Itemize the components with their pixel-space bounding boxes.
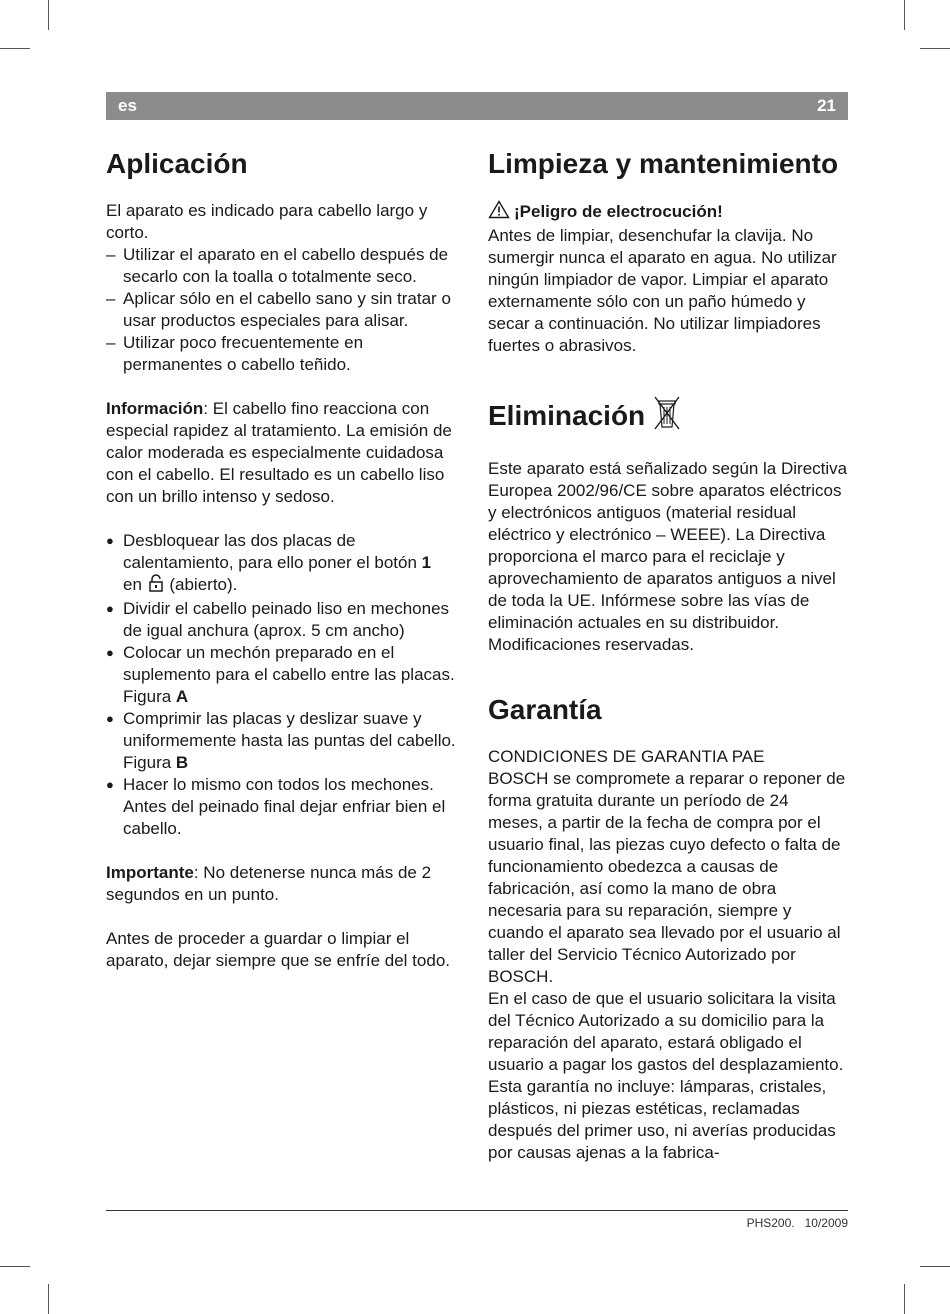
info-paragraph bbox=[106, 398, 466, 508]
cleaning-text: Antes de limpiar, desenchufar la clavija. No sumergir nunca el aparato en agua. No utilizar ningún limpiador de vapor. Limpiar el aparato externamente sólo con un paño húmedo y secar a continuación. No utilizar limpiadores fuertes o abrasivos. bbox=[488, 226, 837, 355]
section-title-disposal bbox=[488, 395, 848, 438]
section-title-cleaning: Limpieza y mantenimiento bbox=[488, 148, 839, 179]
right-column bbox=[488, 140, 848, 1164]
important-text: : No detenerse nunca más de 2 segundos en un punto. bbox=[106, 863, 432, 904]
model-number: PHS200. bbox=[746, 1216, 795, 1230]
closing-paragraph: Antes de proceder a guardar o limpiar el aparato, dejar siempre que se enfríe del todo. bbox=[106, 929, 450, 970]
section-title-warranty: Garantía bbox=[488, 694, 602, 725]
intro-text: El aparato es indicado para cabello largo y corto. bbox=[106, 201, 428, 242]
section-title-application: Aplicación bbox=[106, 148, 248, 179]
modifications-note: Modificaciones reservadas. bbox=[488, 635, 694, 654]
page-number: 21 bbox=[817, 96, 836, 115]
danger-text: ¡Peligro de electrocución! bbox=[514, 202, 723, 221]
crop-mark bbox=[48, 1284, 49, 1314]
list-item bbox=[106, 530, 466, 598]
list-item: – Utilizar el aparato en el cabello después de secarlo con la toalla o totalmente seco. bbox=[106, 244, 466, 288]
warranty-paragraph: Esta garantía no incluye: lámparas, cristales, plásticos, ni piezas estéticas, reclamadas después del primer uso, ni averías producidas por causas ajenas a la fabrica- bbox=[488, 1077, 836, 1162]
figure-ref: A bbox=[175, 687, 189, 706]
important-label: Importante bbox=[106, 863, 194, 882]
figure-ref: B bbox=[175, 753, 189, 772]
crop-mark bbox=[0, 1266, 30, 1267]
crop-mark bbox=[48, 0, 49, 30]
left-column bbox=[106, 140, 466, 972]
crop-mark bbox=[904, 0, 905, 30]
list-item bbox=[106, 642, 466, 708]
important-paragraph bbox=[106, 862, 466, 906]
edition-date: 10/2009 bbox=[804, 1216, 848, 1230]
crop-mark bbox=[0, 48, 30, 49]
page-footer bbox=[737, 1216, 848, 1230]
language-code: es bbox=[118, 96, 137, 115]
bullet-list bbox=[106, 530, 466, 840]
bullet-text: (abierto). bbox=[164, 575, 238, 594]
page-header-bar bbox=[106, 92, 848, 120]
warranty-paragraph: En el caso de que el usuario solicitara la visita del Técnico Autorizado a su domicilio para la reparación del aparato, estará obligado el usuario a pagar los gastos del desplazamiento. bbox=[488, 989, 844, 1074]
info-text: : El cabello fino reacciona con especial rapidez al tratamiento. La emisión de calor moderada es especialmente cuidadosa con el cabello. El resultado es un cabello liso con un brillo intenso y sedoso. bbox=[106, 399, 452, 506]
warning-triangle-icon bbox=[488, 200, 510, 225]
bullet-text: Desbloquear las dos placas de calentamiento, para ello poner el botón bbox=[123, 531, 422, 572]
unlocked-padlock-icon bbox=[149, 574, 163, 598]
info-label: Información bbox=[106, 399, 204, 418]
crop-mark bbox=[920, 48, 950, 49]
bullet-text: Comprimir las placas y deslizar suave y uniformemente hasta las puntas del cabello. Figura bbox=[123, 709, 456, 772]
list-item bbox=[106, 708, 466, 774]
crop-mark bbox=[904, 1284, 905, 1314]
button-number: 1 bbox=[421, 553, 432, 572]
crop-mark bbox=[920, 1266, 950, 1267]
bullet-text: en bbox=[123, 575, 147, 594]
list-item: – Aplicar sólo en el cabello sano y sin tratar o usar productos especiales para alisar. bbox=[106, 288, 466, 332]
list-item: ● Hacer lo mismo con todos los mechones. Antes del peinado final dejar enfriar bien el cabello. bbox=[106, 774, 466, 840]
list-item: – Utilizar poco frecuentemente en permanentes o cabello teñido. bbox=[106, 332, 466, 376]
disposal-title-text: Eliminación bbox=[488, 400, 646, 431]
list-item: ● Dividir el cabello peinado liso en mechones de igual anchura (aprox. 5 cm ancho) bbox=[106, 598, 466, 642]
footer-rule bbox=[106, 1210, 848, 1211]
dash-list bbox=[106, 244, 466, 376]
disposal-text: Este aparato está señalizado según la Directiva Europea 2002/96/CE sobre aparatos eléctricos y electrónicos antiguos (material residual eléctrico y electrónico – WEEE). La Directiva proporciona el marco para el reciclaje y aprovechamiento de aparatos antiguos a nivel de toda la UE. Infórmese sobre las vías de eliminación actuales en su distribuidor. bbox=[488, 459, 848, 632]
danger-warning bbox=[488, 200, 848, 225]
bullet-text: Colocar un mechón preparado en el suplemento para el cabello entre las placas. Figura bbox=[123, 643, 455, 706]
warranty-paragraph: BOSCH se compromete a reparar o reponer de forma gratuita durante un período de 24 meses, a partir de la fecha de compra por el usuario final, las piezas cuyo defecto o falta de funcionamiento obedezca a causas de fabricación, así como la mano de obra necesaria para su reparación, siempre y cuando el aparato sea llevado por el usuario al taller del Servicio Técnico Autorizado por BOSCH. bbox=[488, 769, 846, 986]
warranty-heading: CONDICIONES DE GARANTIA PAE bbox=[488, 747, 765, 766]
crossed-out-bin-icon bbox=[653, 395, 681, 438]
